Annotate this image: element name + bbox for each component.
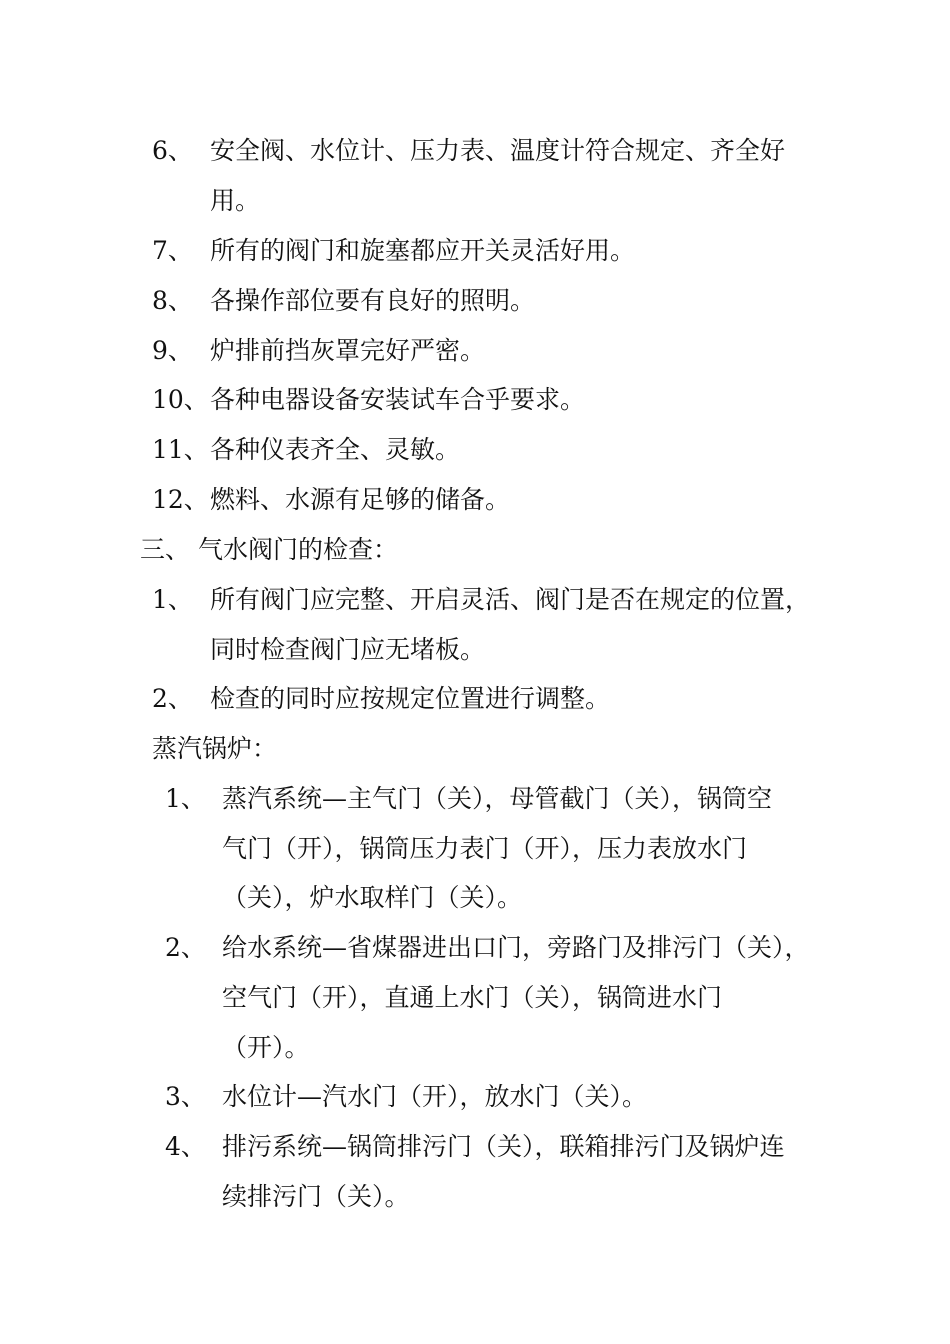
list-number: 10、	[152, 385, 209, 414]
subheading: 蒸汽锅炉：	[152, 734, 278, 763]
list-item-text: 各种仪表齐全、灵敏。	[210, 435, 461, 464]
list-item-text: 续排污门（关）。	[222, 1182, 410, 1211]
list-item-text: 排污系统—锅筒排污门（关），联箱排污门及锅炉连	[222, 1132, 785, 1161]
list-number: 9、	[152, 336, 193, 365]
list-number: 8、	[152, 286, 193, 315]
list-number: 11、	[152, 435, 209, 464]
list-item-text: 空气门（开），直通上水门（关），锅筒进水门	[222, 983, 723, 1012]
list-item-text: 检查的同时应按规定位置进行调整。	[210, 684, 611, 713]
list-item-text: 给水系统—省煤器进出口门，旁路门及排污门（关），	[222, 933, 810, 962]
list-item-text: 所有阀门应完整、开启灵活、阀门是否在规定的位置，	[210, 585, 811, 614]
list-item-text: 蒸汽系统—主气门（关），母管截门（关），锅筒空	[222, 784, 773, 813]
list-number: 3、	[165, 1082, 206, 1111]
list-item-text: 各种电器设备安装试车合乎要求。	[210, 385, 586, 414]
list-number: 1、	[165, 784, 206, 813]
section-number: 三、	[140, 535, 191, 564]
section-heading: 气水阀门的检查：	[198, 535, 399, 564]
list-number: 4、	[165, 1132, 206, 1161]
list-item-text: 燃料、水源有足够的储备。	[210, 485, 511, 514]
list-item-text: 所有的阀门和旋塞都应开关灵活好用。	[210, 236, 636, 265]
list-number: 2、	[152, 684, 193, 713]
list-number: 2、	[165, 933, 206, 962]
list-item-text: （关），炉水取样门（关）。	[222, 883, 523, 912]
list-number: 7、	[152, 236, 193, 265]
list-number: 1、	[152, 585, 193, 614]
list-number: 6、	[152, 136, 193, 165]
list-item-text: 气门（开），锅筒压力表门（开），压力表放水门	[222, 834, 748, 863]
list-item-text: 安全阀、水位计、压力表、温度计符合规定、齐全好	[210, 136, 786, 165]
list-item-text: 水位计—汽水门（开），放水门（关）。	[222, 1082, 648, 1111]
list-item-text: 炉排前挡灰罩完好严密。	[210, 336, 486, 365]
list-item-text: （开）。	[222, 1033, 310, 1062]
list-item-text: 各操作部位要有良好的照明。	[210, 286, 536, 315]
list-item-text: 用。	[210, 186, 261, 215]
list-item-text: 同时检查阀门应无堵板。	[210, 635, 486, 664]
list-number: 12、	[152, 485, 209, 514]
